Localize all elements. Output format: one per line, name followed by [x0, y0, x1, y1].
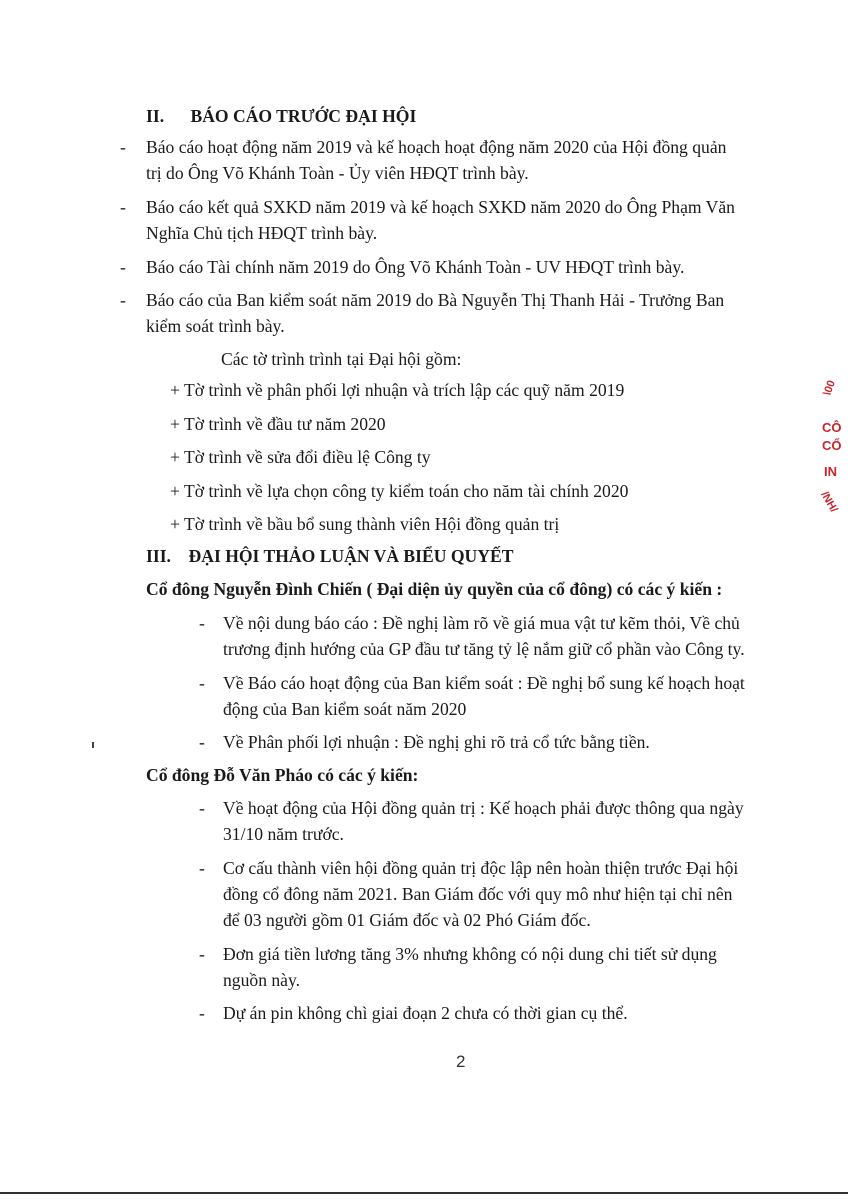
stamp-fragment: /NH/: [818, 489, 840, 515]
proposal-item: + Tờ trình về lựa chọn công ty kiểm toán cho năm tài chính 2020: [170, 481, 629, 501]
bullet-dash: -: [199, 613, 205, 633]
report-item-3-line-1: Báo cáo Tài chính năm 2019 do Ông Võ Khánh Toàn - UV HĐQT trình bày.: [146, 257, 685, 277]
opinion-2-1-line-2: 31/10 năm trước.: [223, 824, 344, 844]
opinion-2-1-line-1: Về hoạt động của Hội đồng quản trị : Kế hoạch phải được thông qua ngày: [223, 798, 744, 818]
proposals-intro: Các tờ trình trình tại Đại hội gồm:: [221, 349, 462, 369]
proposal-item: + Tờ trình về phân phối lợi nhuận và trích lập các quỹ năm 2019: [170, 380, 625, 400]
bullet-dash: -: [120, 197, 126, 217]
scan-speck: [92, 742, 94, 748]
proposal-item: + Tờ trình về sửa đổi điều lệ Công ty: [170, 447, 431, 467]
bullet-dash: -: [120, 257, 126, 277]
bullet-dash: -: [199, 1003, 205, 1023]
section-ii-title: II. BÁO CÁO TRƯỚC ĐẠI HỘI: [146, 106, 417, 126]
page-number: 2: [456, 1052, 466, 1071]
bullet-dash: -: [199, 944, 205, 964]
bullet-dash: -: [120, 137, 126, 157]
stamp-fragment: CÔ: [822, 420, 842, 435]
proposal-item: + Tờ trình về đầu tư năm 2020: [170, 414, 386, 434]
shareholder-2-heading: Cổ đông Đỗ Văn Pháo có các ý kiến:: [146, 765, 419, 785]
stamp-fragment: \00: [821, 378, 838, 398]
opinion-1-2-line-2: động của Ban kiểm soát năm 2020: [223, 699, 467, 719]
report-item-2-line-1: Báo cáo kết quả SXKD năm 2019 và kế hoạch SXKD năm 2020 do Ông Phạm Văn: [146, 197, 735, 217]
opinion-2-3-line-1: Đơn giá tiền lương tăng 3% nhưng không có nội dung chi tiết sử dụng: [223, 944, 717, 964]
opinion-1-2-line-1: Về Báo cáo hoạt động của Ban kiểm soát : Đề nghị bổ sung kế hoạch hoạt: [223, 673, 745, 693]
opinion-1-1-line-1: Về nội dung báo cáo : Đề nghị làm rõ về giá mua vật tư kẽm thỏi, Về chủ: [223, 613, 740, 633]
bullet-dash: -: [199, 732, 205, 752]
opinion-2-4-line-1: Dự án pin không chì giai đoạn 2 chưa có thời gian cụ thể.: [223, 1003, 628, 1023]
report-item-4-line-2: kiểm soát trình bày.: [146, 316, 285, 336]
report-item-1-line-1: Báo cáo hoạt động năm 2019 và kế hoạch hoạt động năm 2020 của Hội đồng quản: [146, 137, 727, 157]
bullet-dash: -: [199, 673, 205, 693]
opinion-2-2-line-2: đồng cổ đông năm 2021. Ban Giám đốc với quy mô như hiện tại chỉ nên: [223, 884, 733, 904]
company-seal-stamp: [818, 370, 848, 530]
report-item-2-line-2: Nghĩa Chủ tịch HĐQT trình bày.: [146, 223, 378, 243]
stamp-fragment: IN: [824, 464, 837, 479]
report-item-4-line-1: Báo cáo của Ban kiểm soát năm 2019 do Bà Nguyễn Thị Thanh Hải - Trưởng Ban: [146, 290, 725, 310]
opinion-1-3-line-1: Về Phân phối lợi nhuận : Đề nghị ghi rõ trả cổ tức bằng tiền.: [223, 732, 650, 752]
bullet-dash: -: [120, 290, 126, 310]
opinion-2-2-line-3: để 03 người gồm 01 Giám đốc và 02 Phó Giám đốc.: [223, 910, 591, 930]
bullet-dash: -: [199, 798, 205, 818]
proposal-item: + Tờ trình về bầu bổ sung thành viên Hội đồng quản trị: [170, 514, 560, 534]
opinion-1-1-line-2: trương định hướng của GP đầu tư tăng tỷ lệ nắm giữ cổ phần vào Công ty.: [223, 639, 745, 659]
scan-edge-line: [0, 1192, 848, 1194]
bullet-dash: -: [199, 858, 205, 878]
stamp-fragment: CỔ: [822, 438, 842, 453]
shareholder-1-heading: Cổ đông Nguyễn Đình Chiến ( Đại diện ủy quyền của cổ đông) có các ý kiến :: [146, 579, 723, 599]
report-item-1-line-2: trị do Ông Võ Khánh Toàn - Ủy viên HĐQT trình bày.: [146, 163, 529, 183]
opinion-2-2-line-1: Cơ cấu thành viên hội đồng quản trị độc lập nên hoàn thiện trước Đại hội: [223, 858, 739, 878]
opinion-2-3-line-2: nguồn này.: [223, 970, 301, 990]
section-iii-title: III. ĐẠI HỘI THẢO LUẬN VÀ BIỂU QUYẾT: [146, 546, 514, 566]
